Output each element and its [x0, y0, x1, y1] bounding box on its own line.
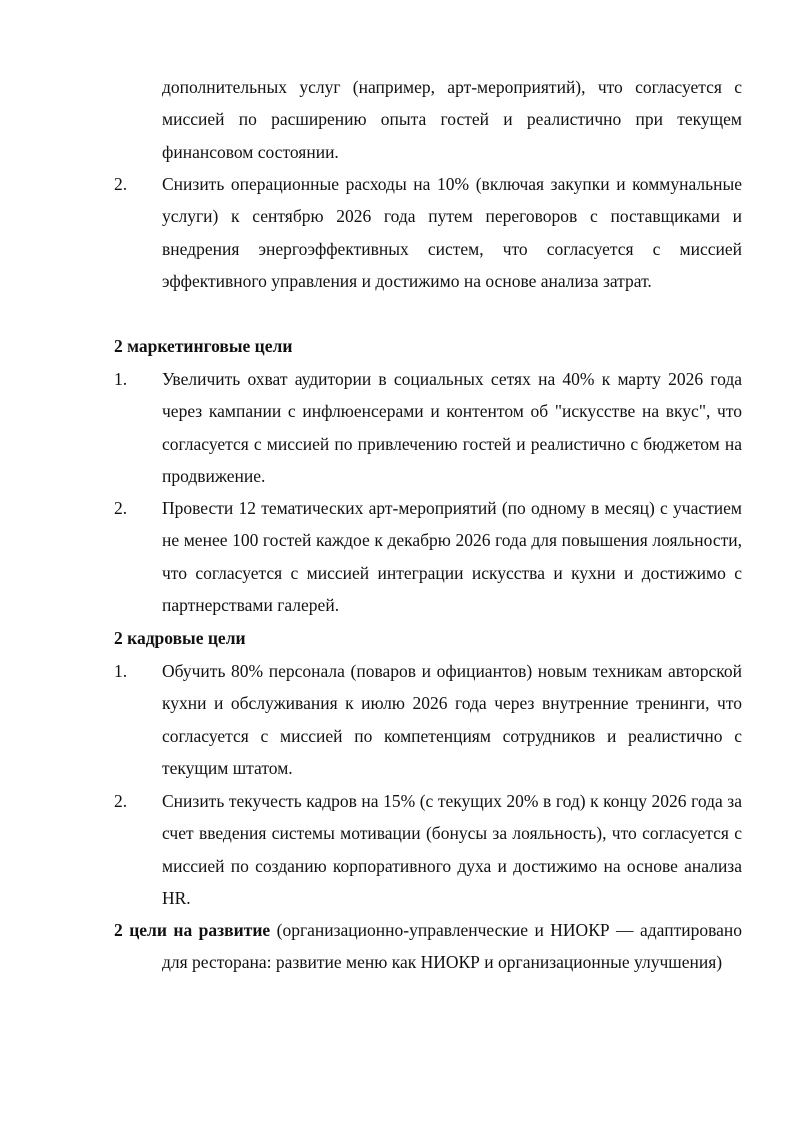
section-heading-marketing: 2 маркетинговые цели — [114, 336, 293, 356]
list-item-text: Снизить операционные расходы на 10% (включая закупки и коммунальные услуги) к сентябрю 2026 года путем переговоров с поставщиками и внедрения энергоэффективных систем, что согласуется с миссией эффективного управления и достижимо на основе анализа затрат. — [162, 174, 742, 292]
development-heading-bold: 2 цели на развитие — [114, 920, 271, 940]
list-item-number: 1. — [114, 661, 128, 681]
list-item-text: Увеличить охват аудитории в социальных сетях на 40% к марту 2026 года через кампании с инфлюенсерами и контентом об "искусстве на вкус", что согласуется с миссией по привлечению гостей и реалистично с бюджетом на продвижение. — [162, 369, 742, 487]
list-item-number: 1. — [114, 369, 128, 389]
list-item-number: 2. — [114, 174, 128, 194]
list-item-text: Снизить текучесть кадров на 15% (с текущих 20% в год) к концу 2026 года за счет введения системы мотивации (бонусы за лояльность), что согласуется с миссией по созданию корпоративного духа и достижимо на основе анализа HR. — [162, 791, 742, 909]
section-heading-development — [114, 914, 742, 979]
list-item-text: Обучить 80% персонала (поваров и официантов) новым техникам авторской кухни и обслуживания к июлю 2026 года через внутренние тренинги, что согласуется с миссией по компетенциям сотрудников и реалистично с текущим штатом. — [162, 661, 742, 779]
development-heading-description: (организационно-управленческие и НИОКР — адаптировано для ресторана: развитие меню как НИОКР и организационные улучшения) — [162, 920, 742, 973]
list-item-number: 2. — [114, 498, 128, 518]
section-heading-hr: 2 кадровые цели — [114, 628, 246, 648]
intro-continuation: дополнительных услуг (например, арт-мероприятий), что согласуется с миссией по расширению опыта гостей и реалистично при текущем финансовом состоянии. — [162, 77, 742, 162]
list-item-text: Провести 12 тематических арт-мероприятий (по одному в месяц) с участием не менее 100 гостей каждое к декабрю 2026 года для повышения лояльности, что согласуется с миссией интеграции искусства и кухни и достижимо с партнерствами галерей. — [162, 498, 742, 616]
list-item-number: 2. — [114, 791, 128, 811]
